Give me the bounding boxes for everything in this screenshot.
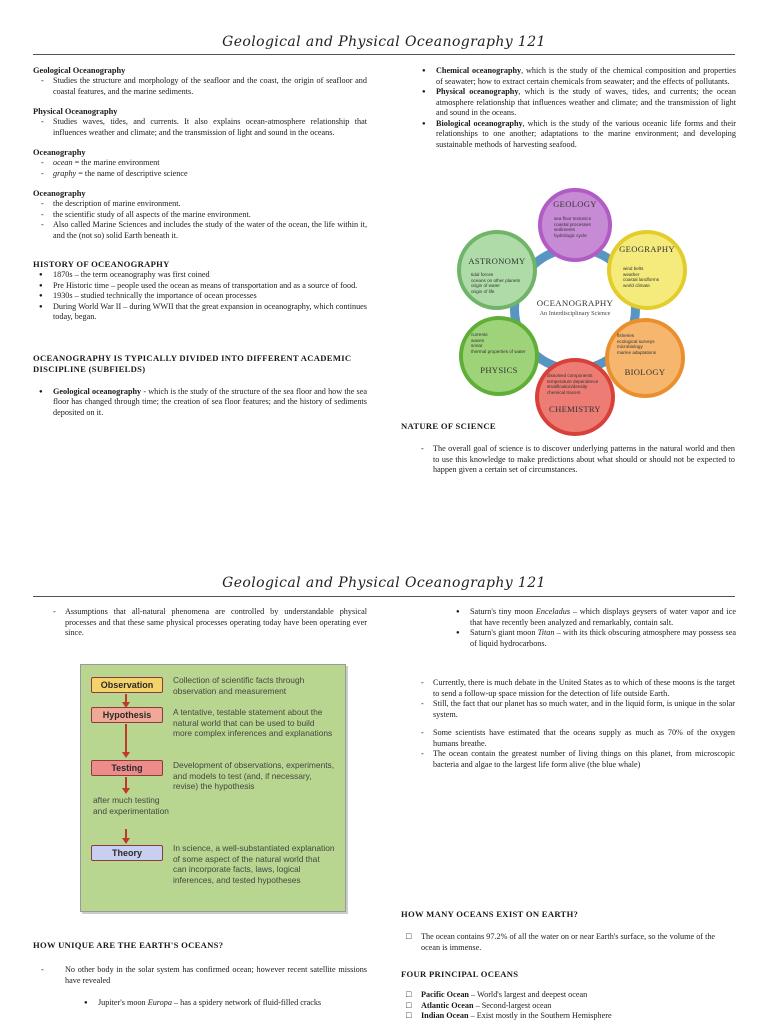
diagram-center-subtitle: An Interdisciplinary Science — [539, 310, 611, 317]
page2-title-rule — [33, 596, 735, 597]
how-unique-section — [33, 940, 367, 1009]
theory-desc: In science, a well-substantiated explanation of some aspect of the natural world that can incorporate facts, laws, logical inferences, and tested hypotheses — [173, 843, 335, 885]
nature-item: - The overall goal of science is to discover underlying patterns in the natural world and then to use this knowledge to make predictions about what should or should not be expected to happen given a certain set of circumstances. — [413, 444, 735, 476]
subfield-physical: ● Physical oceanography, which is the study of waves, tides, and currents; the ocean atmosphere relationship that influences weather and climate; and the transmission of light and sound in the oceans. — [416, 87, 736, 119]
diagram-center — [517, 298, 633, 317]
astronomy-details: tidal forces oceans on other planets origin of water origin of life — [471, 272, 521, 294]
arrow-down-icon — [125, 724, 127, 753]
assumptions-item: - Assumptions that all-natural phenomena are controlled by understandable physical processes and that these same physical processes operating today have been operating ever since. — [45, 607, 367, 639]
after-testing-note: after much testing and experimentation — [93, 795, 169, 816]
enceladus-item: ● Saturn's tiny moon Enceladus – which displays geysers of water vapor and ice that have recently been analyzed and remarkably, contain salt. — [450, 607, 736, 628]
physical-item: - Studies waves, tides, and currents. It also explains ocean-atmosphere relationship that influences weather and climate; and the transmission of light and sound in the oceans. — [33, 117, 367, 138]
geology-details: sea floor tectonics coastal processes sediments hydrologic cycle — [554, 216, 592, 238]
observation-desc: Collection of scientific facts through observation and measurement — [173, 675, 305, 696]
fact-item: - The ocean contain the greatest number of living things on this planet, from microscopic bacteria and algae to the largest life form alive (the blue whale) — [413, 749, 735, 770]
how-unique-heading: HOW UNIQUE ARE THE EARTH'S OCEANS? — [33, 940, 224, 950]
debate-section — [413, 678, 735, 770]
moons-list — [450, 607, 736, 649]
page1-subfields-list — [416, 66, 736, 150]
geological-item: - Studies the structure and morphology of the seafloor and the coast, the origin of seafloor and coastal features, and the marine sediments. — [33, 76, 367, 97]
oceanography-item: - Also called Marine Sciences and includes the study of the water of the ocean, the life within it, and the (not so) solid Earth beneath it. — [33, 220, 367, 241]
biology-details: fisheries ecological surveys microbiology marine adaptations — [617, 333, 657, 355]
how-many-item: □ The ocean contains 97.2% of all the water on or near Earth's surface, so the volume of the ocean is immense. — [401, 932, 736, 953]
physics-circle-fill — [459, 316, 539, 396]
physical-heading: Physical Oceanography — [33, 107, 118, 116]
biology-circle-fill — [605, 318, 685, 398]
geological-heading: Geological Oceanography — [33, 66, 126, 75]
scientific-method-flowchart — [80, 664, 346, 912]
oceanography-def-ocean: - ocean = the marine environment — [33, 158, 367, 169]
history-item: ● 1930s – studied technically the importance of ocean processes — [33, 291, 367, 302]
geography-details: wind belts weather coastal landforms world climate — [623, 266, 660, 288]
how-many-heading: HOW MANY OCEANS EXIST ON EARTH? — [401, 909, 579, 919]
oceanography-item: - the description of marine environment. — [33, 199, 367, 210]
fact-item: - Some scientists have estimated that the oceans supply as much as 70% of the oxygen humans breathe. — [413, 728, 735, 749]
history-item: ● Pre Historic time – people used the ocean as means of transportation and as a source of food. — [33, 281, 367, 292]
chemistry-label: CHEMISTRY — [549, 404, 601, 414]
nature-heading: NATURE OF SCIENCE — [401, 421, 496, 431]
how-many-section — [401, 909, 736, 1022]
nature-section — [413, 444, 735, 476]
physics-circle — [459, 316, 539, 396]
geology-circle — [538, 188, 612, 262]
oceanography-heading-2: Oceanography — [33, 189, 86, 198]
chemistry-circle — [535, 358, 615, 436]
hypothesis-box: Hypothesis — [91, 707, 163, 723]
ocean-item: □ Indian Ocean – Exist mostly in the Southern Hemisphere — [401, 1011, 736, 1022]
testing-box: Testing — [91, 760, 163, 776]
physics-details: currents waves sonar thermal properties of water — [471, 332, 526, 354]
arrow-down-icon — [125, 777, 127, 789]
astronomy-label: ASTRONOMY — [468, 256, 526, 266]
biology-label: BIOLOGY — [624, 367, 666, 377]
ocean-item: □ Pacific Ocean – World's largest and deepest ocean — [401, 990, 736, 1001]
history-item: ● During World War II – during WWII that the great expansion in oceanography, which continues today, began. — [33, 302, 367, 323]
physics-label: PHYSICS — [480, 365, 518, 375]
subfield-chemical: ● Chemical oceanography, which is the study of the chemical composition and properties of seawater; how to extract certain chemicals from seawater; and the effects of pollutants. — [416, 66, 736, 87]
debate-item: - Currently, there is much debate in the United States as to which of these moons is the target to send a follow-up space mission for the detection of life outside Earth. — [413, 678, 735, 699]
page1-title-rule — [33, 54, 735, 55]
oceanography-heading-1: Oceanography — [33, 148, 86, 157]
debate-item: - Still, the fact that our planet has so much water, and in the liquid form, is unique in the solar system. — [413, 699, 735, 720]
geography-label: GEOGRAPHY — [619, 244, 675, 254]
page1-left-column — [33, 66, 367, 418]
four-oceans-heading: FOUR PRINCIPAL OCEANS — [401, 969, 519, 979]
testing-desc: Development of observations, experiments, and models to test (and, if necessary, revise) the hypothesis — [173, 760, 335, 791]
nature-heading-clip — [401, 421, 496, 432]
oceanography-item: - the scientific study of all aspects of the marine environment. — [33, 210, 367, 221]
page1-title: Geological and Physical Oceanography 121 — [222, 34, 546, 50]
europa-item: ● Jupiter's moon Europa – has a spidery network of fluid-filled cracks — [78, 998, 367, 1009]
page2-title: Geological and Physical Oceanography 121 — [222, 575, 546, 591]
subfield-biological: ● Biological oceanography, which is the study of the various oceanic life forms and their relationships to one another; adaptations to the marine environment; and developing sustainable methods of harvesting seafood. — [416, 119, 736, 151]
subfields-heading: OCEANOGRAPHY IS TYPICALLY DIVIDED INTO DIFFERENT ACADEMIC DISCIPLINE (SUBFIELDS) — [33, 352, 352, 374]
titan-item: ● Saturn's giant moon Titan – with its thick obscuring atmosphere may possess sea of liquid hydrocarbons. — [450, 628, 736, 649]
diagram-center-title: OCEANOGRAPHY — [536, 298, 614, 308]
chemistry-circle-fill — [535, 358, 615, 436]
observation-box: Observation — [91, 677, 163, 693]
geology-label: GEOLOGY — [553, 199, 597, 209]
history-heading: HISTORY OF OCEANOGRAPHY — [33, 259, 170, 269]
oceanography-diagram — [455, 186, 695, 436]
ocean-item: □ Atlantic Ocean – Second-largest ocean — [401, 1001, 736, 1012]
geological-oceanography-item: ● Geological oceanography - which is the study of the structure of the sea floor and how the sea floor has changed through time; the creation of sea floor features; and the history of sediments deposited on it. — [33, 387, 367, 419]
history-item: ● 1870s – the term oceanography was first coined — [33, 270, 367, 281]
theory-box: Theory — [91, 845, 163, 861]
hypothesis-desc: A tentative, testable statement about the natural world that can be used to build more complex inferences and explanations — [173, 707, 333, 738]
chemistry-details: dissolved components temperature dependence stratification/density chemical tracers — [547, 373, 599, 395]
arrow-down-icon — [125, 694, 127, 703]
how-unique-intro: - No other body in the solar system has confirmed ocean; however recent satellite missions have revealed — [33, 965, 367, 986]
oceanography-def-graphy: - graphy = the name of descriptive science — [33, 169, 367, 180]
biology-circle — [605, 318, 685, 398]
page2-assumptions — [45, 607, 367, 639]
arrow-down-icon — [125, 829, 127, 839]
